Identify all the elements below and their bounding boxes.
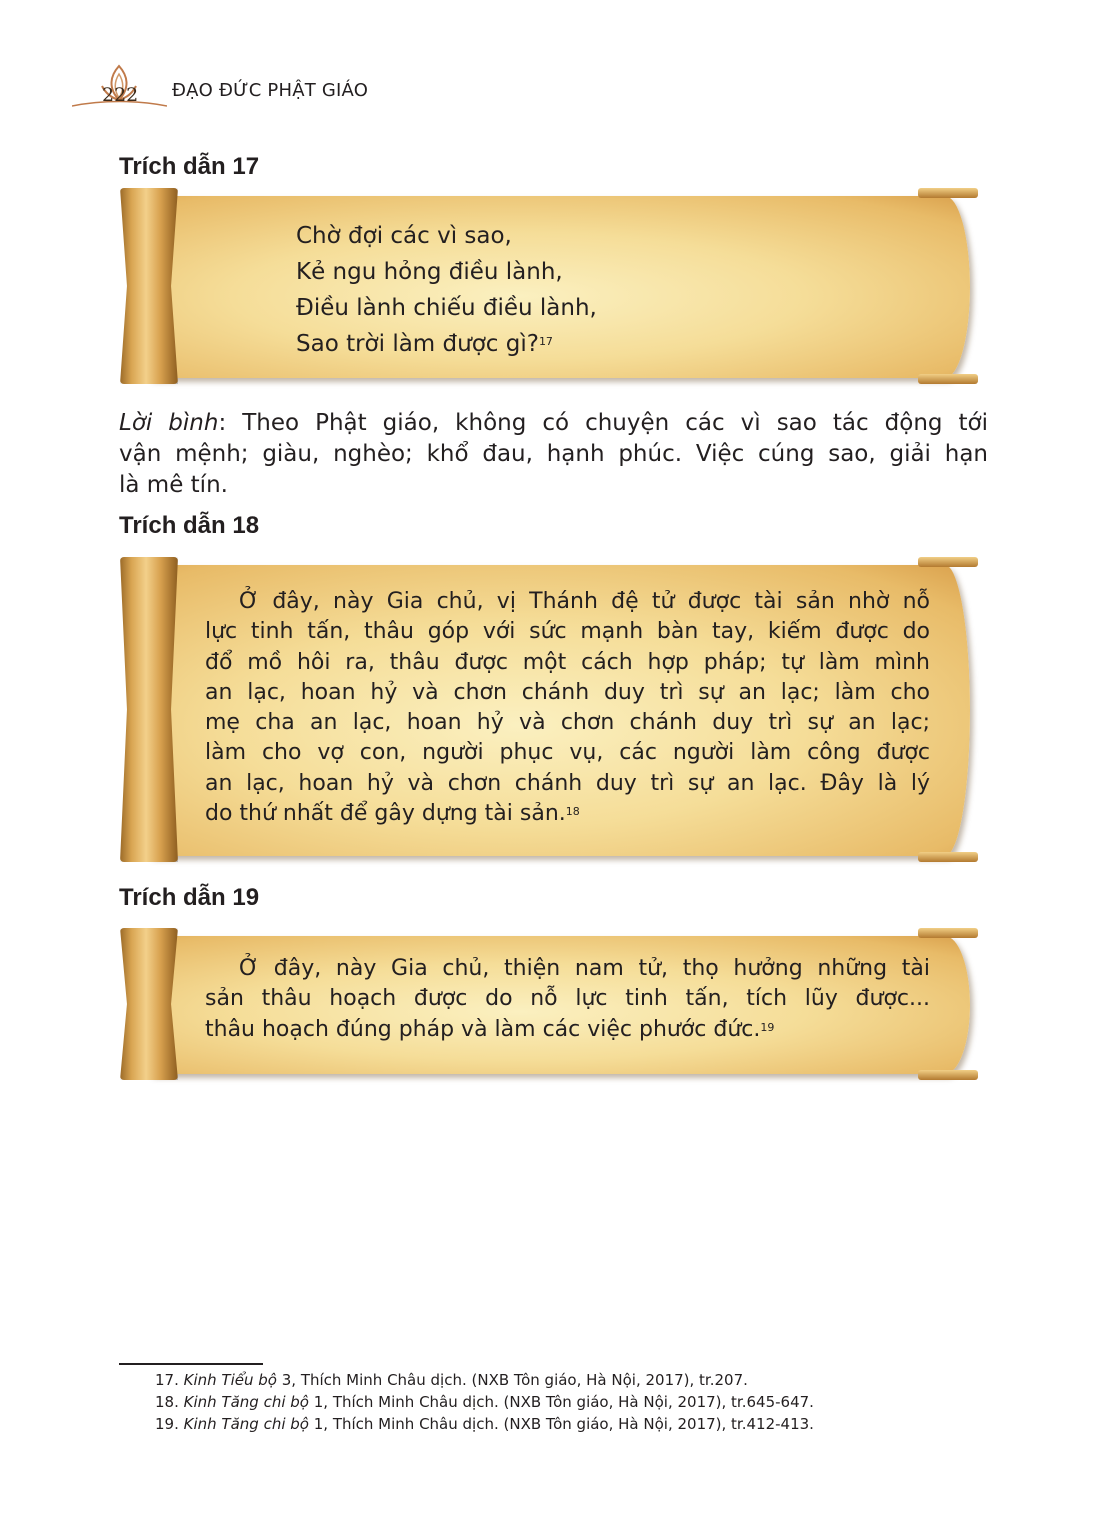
quote-18-scroll — [120, 557, 978, 862]
footnote-divider — [119, 1363, 263, 1365]
footnote-17: 17. Kinh Tiểu bộ 3, Thích Minh Châu dịch. (NXB Tôn giáo, Hà Nội, 2017), tr.207. — [155, 1371, 748, 1389]
scroll-roll — [120, 188, 178, 384]
quote-18-heading: Trích dẫn 18 — [119, 512, 260, 539]
quote-17-scroll — [120, 188, 978, 384]
footnote-18: 18. Kinh Tăng chi bộ 1, Thích Minh Châu dịch. (NXB Tôn giáo, Hà Nội, 2017), tr.645-647. — [155, 1393, 814, 1411]
quote-19-text: Ở đây, này Gia chủ, thiện nam tử, thọ hưởng những tài sản thâu hoạch được do nỗ lực tinh tấn, tích lũy được... thâu hoạch đúng pháp và làm các việc phước đức.$^{19}$ — [205, 956, 930, 1042]
footnote-19: 19. Kinh Tăng chi bộ 1, Thích Minh Châu dịch. (NXB Tôn giáo, Hà Nội, 2017), tr.412-413. — [155, 1415, 814, 1433]
commentary: Lời bình: Theo Phật giáo, không có chuyện các vì sao tác động tới vận mệnh; giàu, nghèo; khổ đau, hạnh phúc. Việc cúng sao, giải hạn là mê tín. — [119, 410, 988, 498]
quote-17-heading: Trích dẫn 17 — [119, 153, 260, 180]
quote-19-scroll — [120, 928, 978, 1080]
page-number: 222 — [102, 84, 139, 106]
quote-18-text: Ở đây, này Gia chủ, vị Thánh đệ tử được tài sản nhờ nỗ lực tinh tấn, thâu góp với sức mạnh bàn tay, kiếm được do đổ mồ hôi ra, thâu được một cách hợp pháp; tự làm mình an lạc, hoan hỷ và chơn chánh duy trì sự an lạc; làm cho mẹ cha an lạc, hoan hỷ và chơn chánh duy trì sự an lạc; làm cho vợ con, người phục vụ, các người làm công được an lạc, hoan hỷ và chơn chánh duy trì sự an lạc. Đây là lý do thứ nhất để gây dựng tài sản.$^{18}$ — [205, 589, 930, 827]
quote-19-heading: Trích dẫn 19 — [119, 884, 260, 911]
running-header-title: ĐẠO ĐỨC PHẬT GIÁO — [172, 80, 369, 101]
quote-17-text: Chờ đợi các vì sao, Kẻ ngu hỏng điều lành, Điều lành chiếu điều lành, Sao trời làm được gì?$^{17}$ — [296, 223, 597, 357]
